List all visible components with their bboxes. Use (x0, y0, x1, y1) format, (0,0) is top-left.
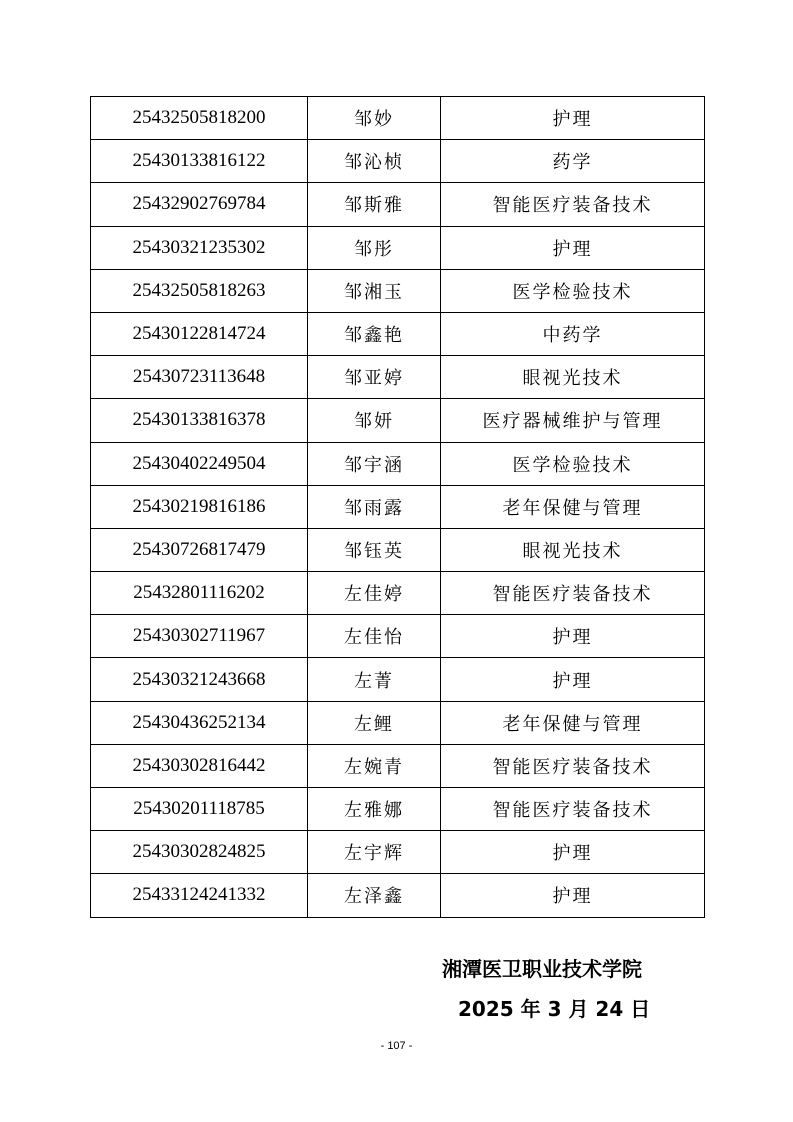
exam-id-cell: 25432505818200 (91, 97, 308, 140)
student-table-container (90, 96, 704, 918)
exam-id-cell: 25430321243668 (91, 658, 308, 701)
exam-id-cell: 25430402249504 (91, 442, 308, 485)
major-cell: 老年保健与管理 (441, 701, 705, 744)
exam-id-cell: 25430219816186 (91, 485, 308, 528)
student-name-cell: 邹亚婷 (308, 356, 441, 399)
table-row (91, 312, 705, 355)
student-name-cell: 邹鑫艳 (308, 312, 441, 355)
exam-id-cell: 25433124241332 (91, 874, 308, 917)
table-row (91, 442, 705, 485)
major-cell: 护理 (441, 97, 705, 140)
major-cell: 护理 (441, 615, 705, 658)
table-row (91, 615, 705, 658)
table-row (91, 269, 705, 312)
table-row (91, 226, 705, 269)
table-row (91, 485, 705, 528)
table-row (91, 183, 705, 226)
major-cell: 护理 (441, 226, 705, 269)
major-cell: 护理 (441, 831, 705, 874)
exam-id-cell: 25430723113648 (91, 356, 308, 399)
exam-id-cell: 25430302816442 (91, 744, 308, 787)
student-name-cell: 邹妍 (308, 399, 441, 442)
major-cell: 智能医疗装备技术 (441, 744, 705, 787)
table-row (91, 140, 705, 183)
table-row (91, 97, 705, 140)
exam-id-cell: 25432505818263 (91, 269, 308, 312)
exam-id-cell: 25430201118785 (91, 788, 308, 831)
student-name-cell: 邹彤 (308, 226, 441, 269)
page-number: - 107 - (380, 1040, 413, 1052)
table-row (91, 874, 705, 917)
student-name-cell: 左泽鑫 (308, 874, 441, 917)
table-row (91, 831, 705, 874)
major-cell: 护理 (441, 658, 705, 701)
exam-id-cell: 25430133816378 (91, 399, 308, 442)
major-cell: 智能医疗装备技术 (441, 788, 705, 831)
major-cell: 药学 (441, 140, 705, 183)
major-cell: 眼视光技术 (441, 528, 705, 571)
student-name-cell: 邹妙 (308, 97, 441, 140)
student-name-cell: 邹湘玉 (308, 269, 441, 312)
exam-id-cell: 25430726817479 (91, 528, 308, 571)
exam-id-cell: 25430436252134 (91, 701, 308, 744)
table-row (91, 528, 705, 571)
table-row (91, 744, 705, 787)
student-name-cell: 左菁 (308, 658, 441, 701)
student-name-cell: 邹斯雅 (308, 183, 441, 226)
student-table (90, 96, 705, 918)
student-name-cell: 邹雨露 (308, 485, 441, 528)
exam-id-cell: 25430122814724 (91, 312, 308, 355)
exam-id-cell: 25430321235302 (91, 226, 308, 269)
student-name-cell: 左雅娜 (308, 788, 441, 831)
major-cell: 老年保健与管理 (441, 485, 705, 528)
student-name-cell: 左鲤 (308, 701, 441, 744)
major-cell: 医学检验技术 (441, 269, 705, 312)
table-row (91, 788, 705, 831)
student-name-cell: 左婉青 (308, 744, 441, 787)
major-cell: 医疗器械维护与管理 (441, 399, 705, 442)
student-name-cell: 邹沁桢 (308, 140, 441, 183)
major-cell: 护理 (441, 874, 705, 917)
student-name-cell: 左佳怡 (308, 615, 441, 658)
table-row (91, 356, 705, 399)
major-cell: 智能医疗装备技术 (441, 572, 705, 615)
student-name-cell: 左佳婷 (308, 572, 441, 615)
major-cell: 医学检验技术 (441, 442, 705, 485)
table-row (91, 399, 705, 442)
student-name-cell: 邹钰英 (308, 528, 441, 571)
table-row (91, 658, 705, 701)
major-cell: 眼视光技术 (441, 356, 705, 399)
exam-id-cell: 25430302824825 (91, 831, 308, 874)
table-row (91, 572, 705, 615)
student-name-cell: 左宇辉 (308, 831, 441, 874)
exam-id-cell: 25432801116202 (91, 572, 308, 615)
exam-id-cell: 25432902769784 (91, 183, 308, 226)
table-row (91, 701, 705, 744)
issuing-organization: 湘潭医卫职业技术学院 (442, 957, 642, 981)
major-cell: 中药学 (441, 312, 705, 355)
issue-date: 2025 年 3 月 24 日 (458, 997, 651, 1021)
student-name-cell: 邹宇涵 (308, 442, 441, 485)
table-body (91, 97, 705, 918)
major-cell: 智能医疗装备技术 (441, 183, 705, 226)
exam-id-cell: 25430302711967 (91, 615, 308, 658)
exam-id-cell: 25430133816122 (91, 140, 308, 183)
